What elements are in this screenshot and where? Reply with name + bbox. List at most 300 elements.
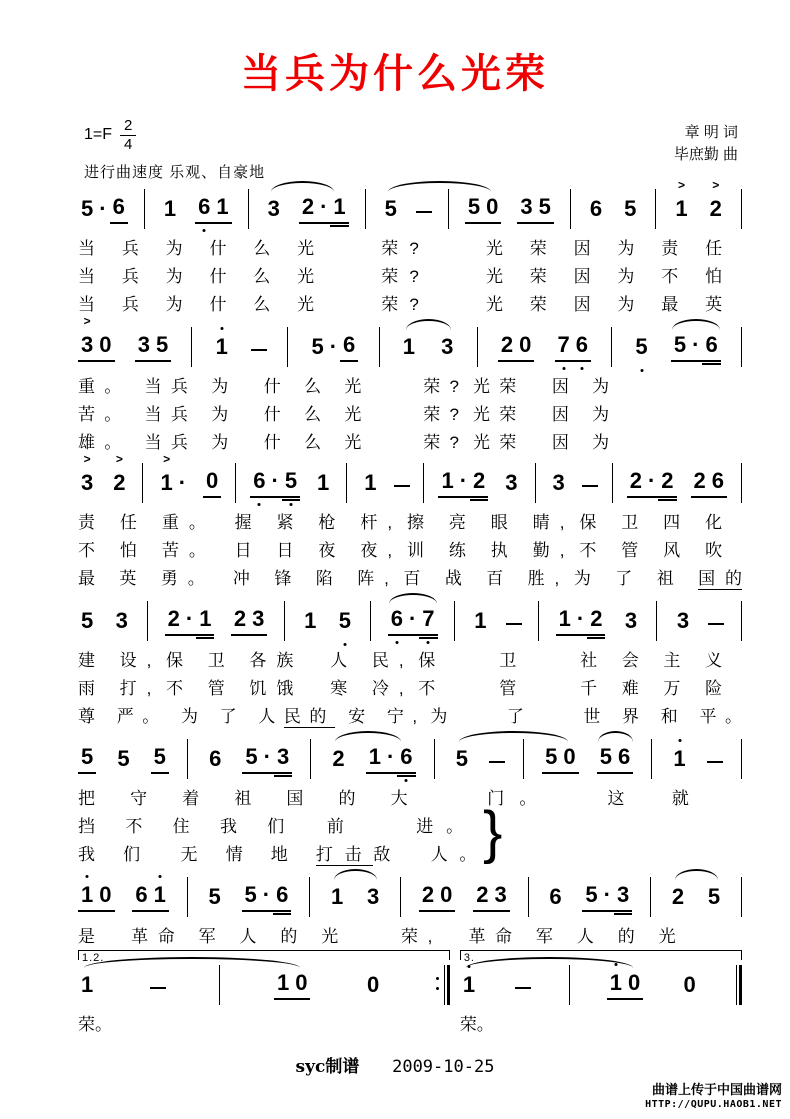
note-digit: 0 bbox=[440, 882, 453, 907]
barline-stroke bbox=[287, 327, 288, 367]
lyric-text: 责 任 重。 握 紧 枪 杆, 擦 亮 眼 睛, 保 卫 四 化 bbox=[78, 513, 723, 532]
note-digit: 1 bbox=[364, 470, 377, 495]
engraving-date: 2009-10-25 bbox=[392, 1057, 495, 1077]
accent-mark: > bbox=[678, 178, 686, 192]
note-unit bbox=[498, 330, 516, 362]
note-unit bbox=[78, 970, 96, 1000]
barline-stroke bbox=[309, 877, 310, 917]
note-group bbox=[328, 882, 346, 920]
note-unit bbox=[622, 606, 640, 636]
note-unit bbox=[658, 466, 676, 498]
note-unit bbox=[709, 466, 727, 498]
note-digit: 5 bbox=[545, 744, 558, 769]
notation-line bbox=[78, 316, 742, 370]
note-digit: 5 bbox=[81, 196, 94, 221]
lyric-line bbox=[78, 816, 463, 838]
note-digit: 6 bbox=[705, 332, 718, 357]
note-digit: 5 bbox=[284, 468, 298, 493]
octave-dot-low bbox=[427, 641, 430, 644]
lyric-text: 敌 人。 bbox=[373, 845, 477, 864]
note-unit bbox=[645, 466, 658, 498]
slur-arc bbox=[84, 957, 300, 970]
note-unit bbox=[206, 744, 224, 774]
barline bbox=[187, 876, 188, 918]
note-unit bbox=[707, 178, 725, 224]
note-group bbox=[78, 970, 96, 1008]
octave-dot-low bbox=[405, 779, 408, 782]
dash-extender bbox=[707, 761, 723, 763]
note-unit bbox=[196, 604, 214, 636]
note-group bbox=[465, 192, 502, 232]
note-digit: 3 bbox=[81, 332, 94, 357]
barline bbox=[569, 964, 570, 1006]
lyric-text: 苦。 当兵 为 什 么 光 荣? 光荣 因 为 bbox=[78, 405, 610, 424]
note-unit bbox=[110, 192, 128, 224]
note-unit bbox=[361, 468, 379, 498]
note-group bbox=[78, 314, 115, 370]
augmentation-dot: · bbox=[408, 606, 417, 631]
barline-stroke bbox=[741, 463, 742, 503]
slur-arc bbox=[675, 869, 717, 882]
note-unit bbox=[78, 606, 96, 636]
note-group bbox=[498, 330, 535, 370]
lyric-text: 当 兵 为 什 么 光 荣? 光 荣 因 为 不 怕 bbox=[78, 267, 723, 286]
key-label: 1=F bbox=[84, 126, 113, 144]
lyric-line bbox=[78, 1014, 450, 1036]
lyric-text: 荣。 bbox=[459, 1015, 494, 1034]
note-unit bbox=[542, 742, 560, 774]
note-unit bbox=[183, 604, 196, 636]
note-unit bbox=[274, 968, 292, 1000]
note-unit bbox=[681, 970, 699, 1000]
augmentation-dot: · bbox=[329, 334, 338, 359]
note-unit bbox=[574, 604, 587, 636]
note-unit bbox=[327, 332, 340, 362]
dash-extender bbox=[506, 623, 522, 625]
lyric-text: 挡 不 住 我 们 前 进。 bbox=[78, 817, 464, 836]
note-group bbox=[78, 606, 96, 644]
note-group bbox=[632, 332, 650, 370]
barline-stroke bbox=[612, 463, 613, 503]
note-group bbox=[78, 880, 115, 920]
lyric-text: 建 设, 保 卫 各族 人 民, 保 卫 社 会 主 义 bbox=[78, 651, 723, 670]
lyric-text: 是 革命 军 人 的 光 荣, 革命 军 人 的 光 bbox=[78, 927, 676, 946]
note-unit bbox=[471, 606, 489, 636]
note-group bbox=[582, 880, 632, 920]
note-unit bbox=[203, 466, 221, 498]
barline-stroke bbox=[248, 189, 249, 229]
note-digit: 1 bbox=[215, 334, 228, 359]
note-group bbox=[517, 192, 554, 232]
note-unit bbox=[328, 882, 346, 912]
note-digit: 2 bbox=[671, 884, 685, 909]
slur-arc bbox=[388, 181, 491, 194]
barline bbox=[448, 188, 449, 230]
note-digit: 3 bbox=[520, 194, 533, 219]
note-digit: 6 bbox=[549, 884, 562, 909]
note-unit bbox=[556, 604, 574, 636]
barline bbox=[655, 188, 656, 230]
octave-dot-low bbox=[203, 229, 206, 232]
note-digit: 3 bbox=[367, 884, 380, 909]
note-digit: 6 bbox=[575, 332, 589, 357]
note-unit bbox=[384, 742, 397, 774]
slur-arc bbox=[335, 731, 401, 744]
augmentation-dot: · bbox=[99, 196, 107, 221]
note-digit: 1 bbox=[609, 970, 623, 995]
note-digit: 0 bbox=[519, 332, 532, 357]
barline bbox=[535, 462, 536, 504]
note-digit: 6 bbox=[276, 882, 289, 907]
barline bbox=[656, 600, 657, 642]
note-digit: 2 bbox=[590, 606, 603, 631]
notation-line bbox=[78, 728, 742, 782]
music-system bbox=[78, 866, 742, 948]
barline-stroke bbox=[448, 189, 449, 229]
barline-stroke bbox=[310, 739, 311, 779]
barline-stroke bbox=[365, 189, 366, 229]
note-digit: 1 bbox=[216, 194, 229, 219]
barline-stroke bbox=[187, 877, 188, 917]
note-digit: 1 bbox=[462, 972, 476, 997]
note-group bbox=[329, 744, 347, 782]
note-digit: 7 bbox=[557, 332, 570, 357]
note-unit bbox=[625, 968, 643, 1000]
barline bbox=[570, 188, 571, 230]
composer-credit: 毕庶勤 曲 bbox=[673, 146, 738, 163]
note-unit bbox=[135, 330, 153, 362]
barline bbox=[612, 462, 613, 504]
note-group bbox=[78, 452, 96, 506]
dash-extender bbox=[489, 761, 505, 763]
note-digit: 1 bbox=[199, 606, 212, 631]
note-unit bbox=[582, 880, 600, 912]
note-unit bbox=[249, 604, 267, 636]
barline bbox=[741, 600, 742, 642]
note-unit bbox=[483, 192, 501, 224]
dash-extender bbox=[515, 987, 531, 989]
note-unit bbox=[388, 604, 406, 636]
lyric-line bbox=[78, 788, 689, 810]
note-unit bbox=[273, 880, 291, 912]
note-digit: 5 bbox=[245, 744, 258, 769]
note-digit: 2 bbox=[709, 196, 722, 221]
barline-stroke bbox=[523, 739, 524, 779]
barline bbox=[741, 462, 742, 504]
barline-stroke bbox=[444, 965, 445, 1005]
note-group bbox=[542, 742, 579, 782]
lyric-line bbox=[78, 706, 742, 728]
song-title: 当兵为什么光荣 bbox=[241, 50, 549, 97]
barline-stroke bbox=[346, 463, 347, 503]
barline bbox=[523, 738, 524, 780]
augmentation-dot: · bbox=[692, 332, 700, 357]
note-unit bbox=[308, 332, 326, 362]
note-group bbox=[151, 742, 169, 782]
note-group bbox=[460, 970, 478, 1008]
note-group bbox=[622, 606, 640, 644]
barline-stroke bbox=[219, 965, 220, 1005]
note-group bbox=[621, 194, 639, 232]
note-group bbox=[301, 606, 319, 644]
note-digit: 3 bbox=[676, 608, 690, 633]
barline-stroke bbox=[284, 601, 285, 641]
note-unit bbox=[601, 880, 614, 912]
note-group bbox=[546, 882, 564, 920]
note-digit: 6 bbox=[711, 468, 725, 493]
note-unit bbox=[400, 332, 418, 362]
note-unit bbox=[317, 192, 330, 224]
lyric-text: 当 兵 为 什 么 光 荣? 光 荣 因 为 责 任 bbox=[78, 239, 723, 258]
barline-stroke bbox=[423, 463, 424, 503]
note-unit bbox=[438, 466, 456, 498]
note-group bbox=[597, 742, 634, 782]
note-digit: 3 bbox=[115, 608, 128, 633]
note-digit: 5 bbox=[384, 196, 397, 221]
dash-extender bbox=[150, 987, 166, 989]
slur-arc bbox=[672, 319, 720, 332]
augmentation-dot: · bbox=[178, 470, 187, 495]
note-group bbox=[314, 468, 332, 506]
volta-label: 3. bbox=[463, 952, 475, 964]
site-watermark bbox=[645, 1082, 782, 1112]
lyric-line bbox=[78, 512, 722, 534]
augmentation-dot: · bbox=[271, 468, 279, 493]
endings-row bbox=[78, 950, 742, 1036]
barline bbox=[147, 600, 148, 642]
note-digit: 5 bbox=[244, 882, 257, 907]
watermark-url: HTTP://QUPU.HAOB1.NET bbox=[645, 1099, 782, 1110]
note-digit: 1 bbox=[317, 470, 330, 495]
note-unit bbox=[587, 194, 605, 224]
note-digit: 5 bbox=[599, 744, 612, 769]
note-unit bbox=[453, 744, 471, 774]
barline bbox=[370, 600, 371, 642]
note-digit: 5 bbox=[673, 332, 687, 357]
note-digit: 0 bbox=[628, 970, 641, 995]
note-digit: 1 bbox=[333, 194, 346, 219]
note-digit: 5 bbox=[455, 746, 468, 771]
watermark-site-name: 曲谱上传于中国曲谱网 bbox=[651, 1082, 782, 1097]
barline-stroke bbox=[191, 327, 192, 367]
note-group bbox=[242, 880, 292, 920]
lyric-text: 我 们 无 情 地 bbox=[78, 845, 316, 864]
note-digit: 3 bbox=[616, 882, 630, 907]
note-unit bbox=[406, 604, 419, 636]
barline bbox=[611, 326, 612, 368]
note-unit bbox=[419, 880, 437, 912]
music-system bbox=[78, 178, 742, 316]
notation-line bbox=[78, 452, 742, 506]
augmentation-dot: · bbox=[263, 744, 271, 769]
notation-line bbox=[78, 866, 742, 920]
note-digit: 0 bbox=[99, 332, 112, 357]
note-digit: 3 bbox=[267, 196, 280, 221]
note-digit: 5 bbox=[153, 744, 166, 769]
note-group bbox=[627, 466, 677, 506]
note-digit: 1 bbox=[276, 970, 290, 995]
note-digit: 0 bbox=[295, 970, 308, 995]
slur-arc bbox=[271, 181, 334, 194]
note-group bbox=[471, 606, 489, 644]
barline bbox=[365, 188, 366, 230]
note-unit bbox=[132, 880, 150, 912]
note-digit: 1 bbox=[160, 470, 173, 495]
note-digit: 1 bbox=[153, 882, 166, 907]
repeat-dots bbox=[436, 977, 439, 980]
octave-dot-low bbox=[395, 641, 398, 644]
note-digit: 2 bbox=[629, 468, 642, 493]
octave-dot-low bbox=[343, 643, 346, 646]
note-unit bbox=[96, 880, 114, 912]
note-unit bbox=[517, 192, 535, 224]
note-digit: 6 bbox=[253, 468, 266, 493]
barline-stroke bbox=[741, 327, 742, 367]
note-digit: 2 bbox=[500, 332, 514, 357]
barline-stroke bbox=[741, 189, 742, 229]
note-unit bbox=[282, 466, 300, 498]
note-group bbox=[671, 330, 721, 370]
note-digit: 1 bbox=[402, 334, 415, 359]
note-unit bbox=[502, 468, 520, 498]
lyric-line bbox=[78, 432, 609, 454]
note-group bbox=[438, 466, 488, 506]
note-digit: 0 bbox=[563, 744, 576, 769]
note-unit bbox=[674, 606, 692, 636]
note-unit bbox=[110, 452, 128, 498]
note-digit: 2 bbox=[301, 194, 315, 219]
note-unit bbox=[114, 744, 132, 774]
note-digit: 6 bbox=[343, 332, 356, 357]
lyric-line bbox=[78, 650, 722, 672]
lyric-line bbox=[78, 404, 609, 426]
note-group bbox=[502, 468, 520, 506]
barline-stroke bbox=[142, 463, 143, 503]
note-group bbox=[203, 466, 221, 506]
barline bbox=[284, 600, 285, 642]
barline bbox=[187, 738, 188, 780]
note-digit: 7 bbox=[422, 606, 435, 631]
note-group bbox=[78, 192, 128, 232]
note-unit bbox=[587, 604, 605, 636]
note-unit bbox=[621, 194, 639, 224]
barline-stroke-thick bbox=[739, 965, 742, 1005]
note-unit bbox=[78, 452, 96, 498]
lyric-text: 安 宁, 为 了 世 界 和 平。 bbox=[334, 707, 743, 726]
note-unit bbox=[691, 466, 709, 498]
note-digit: 3 bbox=[137, 332, 150, 357]
note-digit: 5 bbox=[81, 608, 94, 633]
barline-stroke bbox=[741, 877, 742, 917]
note-unit bbox=[113, 606, 131, 636]
note-unit bbox=[460, 970, 478, 1000]
octave-dot-low bbox=[258, 503, 261, 506]
lyric-text: 雄。 当兵 为 什 么 光 荣? 光荣 因 为 bbox=[78, 433, 610, 452]
repeat-barline bbox=[436, 964, 450, 1006]
barline bbox=[741, 188, 742, 230]
note-digit: 5 bbox=[311, 334, 324, 359]
lyric-text: 重。 当兵 为 什 么 光 荣? 光荣 因 为 bbox=[78, 377, 610, 396]
note-digit: 2 bbox=[661, 468, 674, 493]
slur-arc bbox=[459, 731, 568, 744]
barline bbox=[650, 876, 651, 918]
note-digit: 6 bbox=[209, 746, 222, 771]
dash-extender bbox=[708, 623, 724, 625]
slur-arc bbox=[598, 731, 633, 744]
volta-third bbox=[460, 950, 742, 1036]
barline-stroke bbox=[569, 965, 570, 1005]
barline-stroke bbox=[650, 877, 651, 917]
barline-stroke bbox=[235, 463, 236, 503]
note-group bbox=[388, 604, 438, 644]
barline-stroke bbox=[144, 189, 145, 229]
note-digit: 6 bbox=[390, 606, 403, 631]
barline bbox=[741, 738, 742, 780]
note-unit bbox=[457, 466, 470, 498]
note-group bbox=[400, 332, 418, 370]
time-signature bbox=[120, 118, 136, 153]
note-digit: 2 bbox=[113, 470, 126, 495]
slur-arc bbox=[334, 869, 376, 882]
note-unit bbox=[669, 882, 687, 912]
note-group bbox=[274, 968, 311, 1008]
note-group bbox=[672, 178, 690, 232]
note-unit bbox=[555, 330, 573, 362]
note-digit: 1 bbox=[558, 606, 571, 631]
lyric-text: 雨 打, 不 管 饥饿 寒 冷, 不 管 千 难 万 险 bbox=[78, 679, 723, 698]
lyric-line bbox=[78, 266, 722, 288]
note-group bbox=[691, 466, 728, 506]
octave-dot-low bbox=[289, 503, 292, 506]
lyric-line bbox=[78, 568, 742, 590]
barline-stroke bbox=[379, 327, 380, 367]
note-unit bbox=[671, 330, 689, 362]
note-group bbox=[607, 968, 644, 1008]
final-barline bbox=[736, 964, 742, 1006]
note-group bbox=[382, 194, 400, 232]
note-group bbox=[705, 882, 723, 920]
note-group bbox=[707, 178, 725, 232]
credits-block bbox=[674, 122, 738, 166]
note-digit: 5 bbox=[338, 608, 351, 633]
note-unit bbox=[292, 968, 310, 1000]
note-unit bbox=[78, 194, 96, 224]
note-unit bbox=[265, 194, 283, 224]
key-signature bbox=[84, 118, 265, 153]
barline bbox=[741, 326, 742, 368]
note-unit bbox=[336, 606, 354, 636]
note-digit: 6 bbox=[198, 194, 211, 219]
note-digit: 5 bbox=[538, 194, 551, 219]
dash-extender bbox=[582, 485, 598, 487]
barline bbox=[235, 462, 236, 504]
augmentation-dot: · bbox=[185, 606, 194, 631]
note-group bbox=[308, 330, 358, 370]
lyric-line bbox=[78, 376, 609, 398]
note-digit: 0 bbox=[683, 972, 696, 997]
barline-stroke bbox=[187, 739, 188, 779]
accent-mark: > bbox=[712, 178, 720, 192]
note-unit bbox=[176, 468, 189, 498]
barline-stroke bbox=[535, 463, 536, 503]
barline bbox=[454, 600, 455, 642]
barline bbox=[346, 462, 347, 504]
music-system bbox=[78, 316, 742, 454]
note-unit bbox=[438, 332, 456, 362]
note-digit: 2 bbox=[332, 746, 345, 771]
note-group bbox=[242, 742, 292, 782]
barline-stroke bbox=[656, 601, 657, 641]
